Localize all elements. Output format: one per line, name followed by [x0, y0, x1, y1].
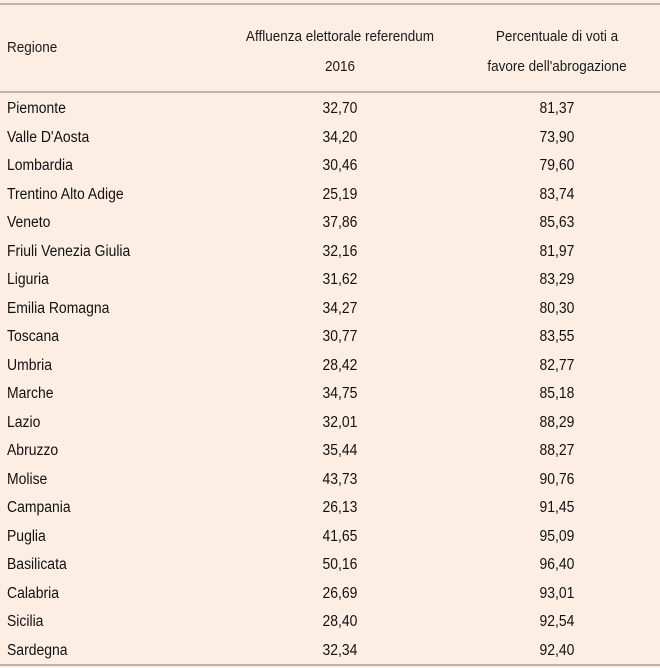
cell-votes: 85,63 — [539, 214, 575, 231]
cell-region: Emilia Romagna — [7, 299, 110, 317]
cell-turnout: 28,42 — [322, 356, 358, 374]
cell-votes: 73,90 — [539, 128, 575, 146]
cell-region: Toscana — [7, 328, 59, 345]
cell-votes: 83,74 — [539, 185, 575, 203]
cell-turnout: 41,65 — [322, 527, 358, 545]
table-row — [0, 437, 660, 466]
table-row — [0, 209, 660, 238]
cell-votes: 88,27 — [539, 442, 575, 459]
cell-turnout: 31,62 — [322, 271, 358, 288]
header-region: Regione — [7, 39, 58, 56]
header-turnout — [239, 22, 441, 82]
table-row — [0, 409, 660, 438]
table-row — [0, 608, 660, 637]
cell-votes: 81,97 — [539, 242, 575, 260]
cell-region: Valle D'Aosta — [7, 128, 90, 146]
cell-votes: 80,30 — [539, 299, 575, 317]
top-rule — [0, 3, 660, 5]
cell-region: Piemonte — [7, 100, 66, 117]
cell-votes: 91,45 — [539, 499, 575, 516]
cell-region: Campania — [7, 499, 71, 516]
header-votes-line2: favore dell'abrogazione — [487, 58, 627, 75]
cell-turnout: 32,01 — [322, 413, 358, 431]
cell-region: Sicilia — [7, 613, 44, 630]
header-turnout-line2: 2016 — [324, 58, 356, 75]
cell-region: Sardegna — [7, 641, 68, 659]
cell-region: Puglia — [7, 527, 46, 545]
header-rule — [0, 91, 660, 93]
cell-turnout: 34,27 — [322, 299, 358, 317]
cell-turnout: 34,20 — [322, 128, 358, 146]
cell-turnout: 30,46 — [322, 157, 358, 174]
cell-votes: 83,29 — [539, 271, 575, 288]
cell-turnout: 26,69 — [322, 584, 358, 602]
cell-region: Umbria — [7, 356, 52, 374]
cell-turnout: 32,70 — [322, 100, 358, 117]
cell-votes: 82,77 — [539, 356, 575, 374]
cell-region: Veneto — [7, 214, 51, 231]
cell-region: Friuli Venezia Giulia — [7, 242, 131, 260]
table-row — [0, 152, 660, 181]
table-row — [0, 181, 660, 210]
table-row — [0, 637, 660, 666]
table-row — [0, 238, 660, 267]
table-row — [0, 295, 660, 324]
table-row — [0, 124, 660, 153]
cell-region: Molise — [7, 470, 48, 488]
header-votes-line1: Percentuale di voti a — [495, 28, 619, 45]
cell-turnout: 32,16 — [322, 242, 358, 260]
bottom-rule — [0, 664, 660, 666]
table-row — [0, 551, 660, 580]
cell-turnout: 25,19 — [322, 185, 358, 203]
cell-turnout: 26,13 — [322, 499, 358, 516]
cell-turnout: 28,40 — [322, 613, 358, 630]
cell-votes: 93,01 — [539, 584, 575, 602]
cell-region: Trentino Alto Adige — [7, 185, 124, 203]
table-row — [0, 466, 660, 495]
table-row — [0, 580, 660, 609]
header-turnout-line1: Affluenza elettorale referendum — [245, 28, 435, 45]
cell-votes: 90,76 — [539, 470, 575, 488]
table-row — [0, 266, 660, 295]
cell-votes: 79,60 — [539, 157, 575, 174]
cell-votes: 92,40 — [539, 641, 575, 659]
cell-turnout: 30,77 — [322, 328, 358, 345]
table-row — [0, 352, 660, 381]
cell-votes: 95,09 — [539, 527, 575, 545]
cell-votes: 92,54 — [539, 613, 575, 630]
cell-votes: 88,29 — [539, 413, 575, 431]
cell-votes: 96,40 — [539, 556, 575, 573]
header-votes — [467, 22, 647, 82]
cell-turnout: 32,34 — [322, 641, 358, 659]
cell-votes: 85,18 — [539, 385, 575, 402]
cell-turnout: 37,86 — [322, 214, 358, 231]
cell-region: Liguria — [7, 271, 49, 288]
cell-region: Calabria — [7, 584, 59, 602]
cell-region: Abruzzo — [7, 442, 59, 459]
table-body — [0, 95, 660, 665]
cell-turnout: 43,73 — [322, 470, 358, 488]
cell-turnout: 34,75 — [322, 385, 358, 402]
table-row — [0, 323, 660, 352]
cell-turnout: 50,16 — [322, 556, 358, 573]
cell-region: Basilicata — [7, 556, 67, 573]
table-row — [0, 380, 660, 409]
cell-region: Marche — [7, 385, 54, 402]
table-row — [0, 494, 660, 523]
cell-region: Lombardia — [7, 157, 73, 174]
cell-turnout: 35,44 — [322, 442, 358, 459]
cell-region: Lazio — [7, 413, 41, 431]
cell-votes: 83,55 — [539, 328, 575, 345]
cell-votes: 81,37 — [539, 100, 575, 117]
table-row — [0, 95, 660, 124]
table-row — [0, 523, 660, 552]
